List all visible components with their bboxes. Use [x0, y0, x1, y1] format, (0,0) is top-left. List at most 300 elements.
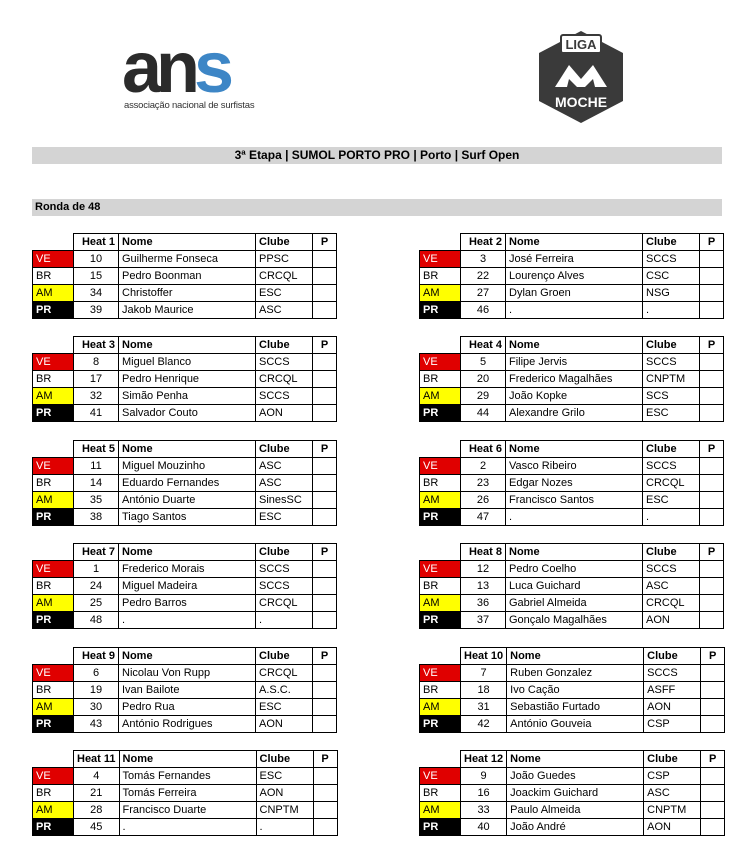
- surfer-points: [313, 716, 337, 733]
- heat-row: [420, 492, 724, 509]
- position-badge: PR: [420, 405, 461, 422]
- surfer-name: Ivo Cação: [507, 682, 644, 699]
- heat-row: [420, 475, 724, 492]
- heat-table: [32, 543, 337, 629]
- column-header-points: P: [313, 441, 337, 458]
- heat-row: [420, 561, 724, 578]
- surfer-name: Francisco Duarte: [119, 802, 256, 819]
- surfer-club: PPSC: [256, 251, 313, 268]
- surfer-points: [701, 699, 725, 716]
- heat-row: [420, 716, 725, 733]
- heat-row: [33, 699, 337, 716]
- position-badge: AM: [420, 388, 461, 405]
- surfer-number: 45: [74, 819, 120, 836]
- surfer-number: 13: [461, 578, 506, 595]
- column-header-name: Nome: [507, 751, 644, 768]
- heat-header-row: [33, 441, 337, 458]
- surfer-points: [313, 595, 337, 612]
- surfer-number: 5: [461, 354, 506, 371]
- column-header-club: Clube: [643, 337, 700, 354]
- surfer-club: ASC: [256, 302, 313, 319]
- heat-row: [33, 802, 338, 819]
- position-badge: AM: [420, 595, 461, 612]
- column-header-points: P: [700, 544, 724, 561]
- surfer-club: SCCS: [256, 578, 313, 595]
- heat-header-row: [420, 441, 724, 458]
- heat-row: [33, 716, 337, 733]
- round-title: Ronda de 48: [35, 201, 101, 213]
- surfer-name: Guilherme Fonseca: [119, 251, 256, 268]
- surfer-number: 17: [74, 371, 119, 388]
- column-header-name: Nome: [506, 337, 643, 354]
- surfer-club: CSP: [644, 768, 701, 785]
- round-banner: [32, 199, 722, 216]
- surfer-club: A.S.C.: [256, 682, 313, 699]
- column-header-club: Clube: [643, 234, 700, 251]
- heat-row: [33, 285, 337, 302]
- surfer-number: 2: [461, 458, 506, 475]
- surfer-points: [700, 509, 724, 526]
- surfer-number: 36: [461, 595, 506, 612]
- heat-row: [420, 302, 724, 319]
- surfer-points: [700, 405, 724, 422]
- position-badge: BR: [33, 785, 74, 802]
- surfer-number: 35: [74, 492, 119, 509]
- surfer-number: 43: [74, 716, 119, 733]
- surfer-name: Christoffer: [119, 285, 256, 302]
- surfer-club: SCCS: [643, 251, 700, 268]
- surfer-points: [700, 302, 724, 319]
- position-badge: VE: [33, 354, 74, 371]
- heat-row: [420, 251, 724, 268]
- surfer-points: [700, 612, 724, 629]
- position-badge: VE: [420, 458, 461, 475]
- heat-header-blank: [420, 234, 461, 251]
- surfer-name: Francisco Santos: [506, 492, 643, 509]
- column-header-name: Nome: [507, 648, 644, 665]
- surfer-number: 31: [461, 699, 507, 716]
- position-badge: VE: [33, 561, 74, 578]
- position-badge: BR: [33, 371, 74, 388]
- position-badge: VE: [33, 665, 74, 682]
- surfer-points: [700, 578, 724, 595]
- surfer-number: 30: [74, 699, 119, 716]
- surfer-number: 40: [461, 819, 507, 836]
- heat-row: [33, 405, 337, 422]
- column-header-name: Nome: [119, 751, 256, 768]
- surfer-number: 25: [74, 595, 119, 612]
- surfer-number: 8: [74, 354, 119, 371]
- event-title: 3ª Etapa | SUMOL PORTO PRO | Porto | Surf Open: [234, 148, 520, 162]
- surfer-name: António Rodrigues: [119, 716, 256, 733]
- heat-header-blank: [420, 337, 461, 354]
- surfer-points: [313, 388, 337, 405]
- heat-header-blank: [33, 648, 74, 665]
- heat-header-row: [33, 234, 337, 251]
- position-badge: VE: [420, 665, 461, 682]
- position-badge: VE: [420, 561, 461, 578]
- surfer-number: 18: [461, 682, 507, 699]
- surfer-club: CRCQL: [256, 268, 313, 285]
- heat-row: [33, 682, 337, 699]
- surfer-points: [313, 578, 337, 595]
- surfer-name: Paulo Almeida: [507, 802, 644, 819]
- surfer-number: 34: [74, 285, 119, 302]
- heat-row: [33, 509, 337, 526]
- position-badge: PR: [420, 302, 461, 319]
- surfer-points: [700, 285, 724, 302]
- column-header-name: Nome: [119, 544, 256, 561]
- surfer-points: [701, 785, 725, 802]
- position-badge: BR: [33, 682, 74, 699]
- surfer-number: 22: [461, 268, 506, 285]
- surfer-number: 10: [74, 251, 119, 268]
- surfer-club: ESC: [256, 699, 313, 716]
- heat-header-blank: [33, 337, 74, 354]
- heat-row: [33, 665, 337, 682]
- column-header-club: Clube: [644, 751, 701, 768]
- surfer-club: SinesSC: [256, 492, 313, 509]
- position-badge: VE: [420, 768, 461, 785]
- surfer-club: ASC: [256, 458, 313, 475]
- surfer-name: Pedro Coelho: [506, 561, 643, 578]
- heat-header-blank: [420, 751, 461, 768]
- ans-logo-subtitle: associação nacional de surfistas: [124, 100, 255, 111]
- surfer-name: Miguel Blanco: [119, 354, 256, 371]
- heat-row: [33, 268, 337, 285]
- heat-row: [420, 802, 725, 819]
- surfer-number: 29: [461, 388, 506, 405]
- heat-header-row: [33, 544, 337, 561]
- surfer-club: CSC: [643, 268, 700, 285]
- surfer-name: Nicolau Von Rupp: [119, 665, 256, 682]
- position-badge: AM: [33, 802, 74, 819]
- heat-row: [420, 354, 724, 371]
- surfer-name: Eduardo Fernandes: [119, 475, 256, 492]
- surfer-points: [313, 768, 337, 785]
- surfer-name: Filipe Jervis: [506, 354, 643, 371]
- surfer-club: CSP: [644, 716, 701, 733]
- surfer-points: [313, 682, 337, 699]
- surfer-points: [313, 785, 337, 802]
- surfer-name: Pedro Henrique: [119, 371, 256, 388]
- heat-row: [420, 699, 725, 716]
- heat-header-row: [33, 751, 338, 768]
- surfer-number: 24: [74, 578, 119, 595]
- surfer-points: [701, 665, 725, 682]
- heat-row: [420, 665, 725, 682]
- surfer-club: CNPTM: [643, 371, 700, 388]
- heat-table: [32, 647, 337, 733]
- surfer-name: Frederico Morais: [119, 561, 256, 578]
- heat-row: [420, 768, 725, 785]
- column-header-name: Nome: [119, 648, 256, 665]
- liga-moche-logo-top-text: LIGA: [565, 37, 597, 52]
- surfer-name: Ruben Gonzalez: [507, 665, 644, 682]
- heat-label: Heat 5: [74, 441, 119, 458]
- position-badge: BR: [420, 268, 461, 285]
- surfer-number: 47: [461, 509, 506, 526]
- surfer-name: João André: [507, 819, 644, 836]
- surfer-points: [313, 802, 337, 819]
- column-header-points: P: [313, 751, 337, 768]
- surfer-name: Lourenço Alves: [506, 268, 643, 285]
- surfer-club: SCCS: [256, 561, 313, 578]
- position-badge: PR: [420, 612, 461, 629]
- surfer-club: CRCQL: [256, 371, 313, 388]
- heat-header-row: [420, 234, 724, 251]
- heat-row: [33, 612, 337, 629]
- surfer-points: [313, 699, 337, 716]
- surfer-club: ESC: [643, 405, 700, 422]
- surfer-number: 19: [74, 682, 119, 699]
- heat-table: [32, 336, 337, 422]
- column-header-name: Nome: [506, 441, 643, 458]
- column-header-club: Clube: [256, 648, 313, 665]
- position-badge: BR: [420, 682, 461, 699]
- heat-row: [420, 595, 724, 612]
- position-badge: PR: [33, 405, 74, 422]
- column-header-points: P: [313, 648, 337, 665]
- surfer-club: SCCS: [643, 354, 700, 371]
- column-header-points: P: [701, 751, 725, 768]
- surfer-name: .: [506, 509, 643, 526]
- position-badge: BR: [420, 475, 461, 492]
- heat-header-blank: [420, 544, 461, 561]
- surfer-name: Luca Guichard: [506, 578, 643, 595]
- heat-header-row: [420, 751, 725, 768]
- surfer-club: ESC: [643, 492, 700, 509]
- surfer-points: [701, 819, 725, 836]
- position-badge: AM: [33, 595, 74, 612]
- surfer-number: 37: [461, 612, 506, 629]
- position-badge: AM: [420, 802, 461, 819]
- heat-header-blank: [33, 544, 74, 561]
- surfer-club: SCCS: [256, 354, 313, 371]
- surfer-club: NSG: [643, 285, 700, 302]
- surfer-points: [700, 595, 724, 612]
- surfer-club: CRCQL: [256, 595, 313, 612]
- surfer-club: ASFF: [644, 682, 701, 699]
- position-badge: AM: [33, 492, 74, 509]
- column-header-name: Nome: [506, 544, 643, 561]
- surfer-points: [700, 388, 724, 405]
- heat-header-row: [420, 648, 725, 665]
- surfer-number: 3: [461, 251, 506, 268]
- heat-label: Heat 12: [461, 751, 507, 768]
- column-header-points: P: [700, 234, 724, 251]
- surfer-name: Sebastião Furtado: [507, 699, 644, 716]
- event-banner: [32, 147, 722, 164]
- position-badge: BR: [420, 578, 461, 595]
- surfer-club: CRCQL: [256, 665, 313, 682]
- heat-row: [33, 578, 337, 595]
- surfer-club: SCCS: [256, 388, 313, 405]
- heat-row: [33, 819, 338, 836]
- surfer-points: [313, 561, 337, 578]
- surfer-number: 7: [461, 665, 507, 682]
- heat-row: [420, 405, 724, 422]
- position-badge: PR: [420, 509, 461, 526]
- heat-row: [33, 354, 337, 371]
- surfer-points: [313, 251, 337, 268]
- surfer-club: CNPTM: [644, 802, 701, 819]
- surfer-name: Miguel Mouzinho: [119, 458, 256, 475]
- surfer-points: [700, 251, 724, 268]
- surfer-number: 42: [461, 716, 507, 733]
- surfer-name: João Guedes: [507, 768, 644, 785]
- surfer-number: 16: [461, 785, 507, 802]
- surfer-points: [701, 768, 725, 785]
- heat-table: [32, 750, 338, 836]
- surfer-points: [313, 458, 337, 475]
- surfer-number: 27: [461, 285, 506, 302]
- surfer-name: Gabriel Almeida: [506, 595, 643, 612]
- position-badge: AM: [33, 699, 74, 716]
- surfer-club: ESC: [256, 768, 313, 785]
- surfer-number: 32: [74, 388, 119, 405]
- heat-row: [420, 785, 725, 802]
- liga-moche-logo: [533, 27, 629, 127]
- surfer-club: .: [256, 819, 313, 836]
- surfer-name: António Duarte: [119, 492, 256, 509]
- surfer-name: Pedro Barros: [119, 595, 256, 612]
- ans-logo: [122, 28, 255, 116]
- heat-row: [33, 595, 337, 612]
- surfer-club: ASC: [256, 475, 313, 492]
- heat-row: [420, 268, 724, 285]
- heat-table: [419, 233, 724, 319]
- surfer-name: Jakob Maurice: [119, 302, 256, 319]
- heat-label: Heat 9: [74, 648, 119, 665]
- heat-row: [420, 682, 725, 699]
- surfer-number: 46: [461, 302, 506, 319]
- heat-row: [420, 458, 724, 475]
- surfer-name: António Gouveia: [507, 716, 644, 733]
- surfer-club: AON: [644, 819, 701, 836]
- surfer-club: AON: [256, 785, 313, 802]
- surfer-number: 21: [74, 785, 120, 802]
- surfer-name: Dylan Groen: [506, 285, 643, 302]
- surfer-points: [700, 475, 724, 492]
- position-badge: AM: [33, 285, 74, 302]
- surfer-points: [701, 682, 725, 699]
- position-badge: PR: [33, 612, 74, 629]
- heat-table: [419, 750, 725, 836]
- heat-row: [33, 371, 337, 388]
- surfer-club: SCCS: [643, 561, 700, 578]
- surfer-name: José Ferreira: [506, 251, 643, 268]
- position-badge: BR: [33, 475, 74, 492]
- heat-header-blank: [33, 441, 74, 458]
- surfer-points: [700, 492, 724, 509]
- surfer-number: 1: [74, 561, 119, 578]
- surfer-points: [313, 354, 337, 371]
- column-header-name: Nome: [506, 234, 643, 251]
- column-header-club: Clube: [256, 234, 313, 251]
- surfer-name: Tomás Fernandes: [119, 768, 256, 785]
- position-badge: BR: [33, 578, 74, 595]
- surfer-name: Joackim Guichard: [507, 785, 644, 802]
- surfer-name: Alexandre Grilo: [506, 405, 643, 422]
- heat-label: Heat 6: [461, 441, 506, 458]
- surfer-points: [313, 302, 337, 319]
- surfer-club: ESC: [256, 285, 313, 302]
- surfer-number: 48: [74, 612, 119, 629]
- heat-row: [33, 251, 337, 268]
- surfer-number: 11: [74, 458, 119, 475]
- heat-label: Heat 11: [74, 751, 120, 768]
- position-badge: PR: [33, 819, 74, 836]
- heat-label: Heat 8: [461, 544, 506, 561]
- surfer-name: Vasco Ribeiro: [506, 458, 643, 475]
- position-badge: PR: [33, 509, 74, 526]
- position-badge: VE: [420, 251, 461, 268]
- column-header-club: Clube: [643, 544, 700, 561]
- heat-row: [33, 492, 337, 509]
- heat-header-row: [420, 337, 724, 354]
- heat-label: Heat 7: [74, 544, 119, 561]
- surfer-points: [700, 354, 724, 371]
- position-badge: VE: [33, 768, 74, 785]
- column-header-name: Nome: [119, 234, 256, 251]
- surfer-club: AON: [643, 612, 700, 629]
- surfer-club: ASC: [644, 785, 701, 802]
- surfer-number: 20: [461, 371, 506, 388]
- surfer-club: CRCQL: [643, 595, 700, 612]
- heat-label: Heat 10: [461, 648, 507, 665]
- heat-table: [419, 543, 724, 629]
- surfer-name: Gonçalo Magalhães: [506, 612, 643, 629]
- heat-header-blank: [420, 441, 461, 458]
- column-header-club: Clube: [256, 337, 313, 354]
- surfer-number: 33: [461, 802, 507, 819]
- surfer-name: João Kopke: [506, 388, 643, 405]
- surfer-points: [313, 285, 337, 302]
- surfer-points: [701, 716, 725, 733]
- column-header-points: P: [700, 337, 724, 354]
- surfer-number: 39: [74, 302, 119, 319]
- surfer-points: [700, 458, 724, 475]
- heat-header-row: [33, 648, 337, 665]
- surfer-points: [313, 665, 337, 682]
- heat-row: [33, 458, 337, 475]
- position-badge: AM: [420, 285, 461, 302]
- position-badge: AM: [420, 699, 461, 716]
- surfer-club: SCCS: [643, 458, 700, 475]
- surfer-number: 4: [74, 768, 120, 785]
- heat-row: [33, 768, 338, 785]
- surfer-club: AON: [644, 699, 701, 716]
- surfer-number: 12: [461, 561, 506, 578]
- heat-row: [420, 509, 724, 526]
- heat-row: [33, 302, 337, 319]
- heat-row: [420, 612, 724, 629]
- surfer-name: Pedro Boonman: [119, 268, 256, 285]
- position-badge: BR: [420, 371, 461, 388]
- surfer-club: AON: [256, 405, 313, 422]
- surfer-number: 44: [461, 405, 506, 422]
- surfer-name: Ivan Bailote: [119, 682, 256, 699]
- surfer-club: SCCS: [644, 665, 701, 682]
- surfer-points: [313, 612, 337, 629]
- liga-moche-logo-bottom-text: MOCHE: [554, 94, 608, 110]
- position-badge: PR: [33, 302, 74, 319]
- surfer-club: ESC: [256, 509, 313, 526]
- heat-row: [33, 561, 337, 578]
- surfer-number: 41: [74, 405, 119, 422]
- surfer-number: 15: [74, 268, 119, 285]
